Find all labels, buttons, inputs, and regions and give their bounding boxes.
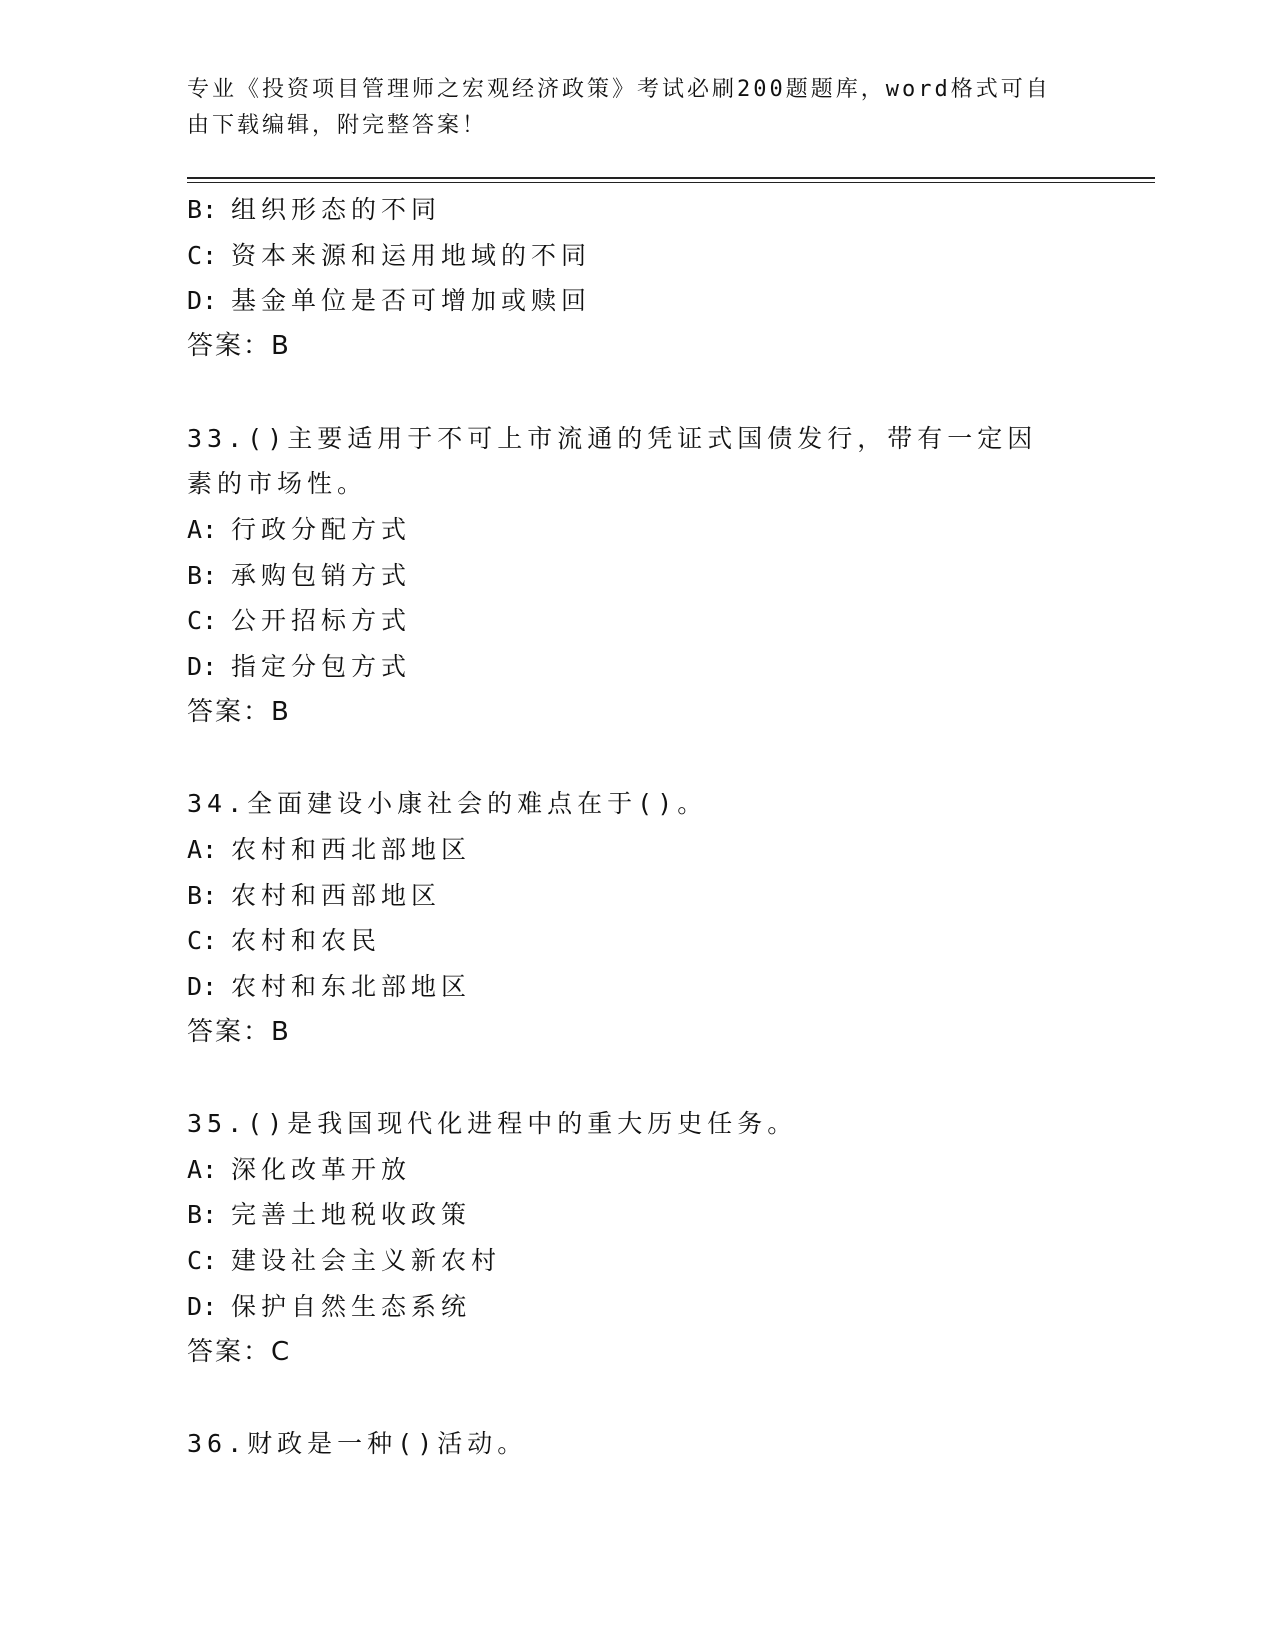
option-a: A: 农村和西北部地区 [187,834,472,864]
answer-line: 答案：B [187,696,291,727]
option-c: C: 农村和农民 [187,926,382,956]
answer-line: 答案：B [187,1016,291,1047]
question-block [187,416,1087,736]
option-b: B: 农村和西部地区 [187,880,442,910]
question-block [187,781,1087,1055]
option-c: C: 公开招标方式 [187,606,412,636]
answer-line: 答案：B [187,331,291,362]
option-b: B: 组织形态的不同 [187,195,442,224]
header-rule-thick [187,177,1155,179]
option-b: B: 完善土地税收政策 [187,1200,472,1230]
option-d: D: 农村和东北部地区 [187,971,472,1001]
partial-question [187,187,1087,370]
option-d: D: 基金单位是否可增加或赎回 [187,286,592,316]
option-c: C: 资本来源和运用地域的不同 [187,240,592,270]
option-a: A: 深化改革开放 [187,1154,412,1184]
question-block [187,1421,1087,1467]
option-b: B: 承购包销方式 [187,560,412,590]
question-block [187,1101,1087,1375]
document-header: 专业《投资项目管理师之宏观经济政策》考试必刷200题题库，word格式可自由下载编辑，附完整答案！ [187,77,1051,138]
header-rule-thin [187,182,1155,183]
question-stem: 36.财政是一种()活动。 [187,1428,528,1458]
question-stem: 35.()是我国现代化进程中的重大历史任务。 [187,1109,798,1139]
option-a: A: 行政分配方式 [187,514,412,544]
option-c: C: 建设社会主义新农村 [187,1246,502,1276]
answer-line: 答案：C [187,1336,292,1367]
option-d: D: 保护自然生态系统 [187,1291,472,1321]
question-stem: 34.全面建设小康社会的难点在于()。 [187,789,708,819]
question-content [187,187,1087,1467]
question-stem: 33.()主要适用于不可上市流通的凭证式国债发行，带有一定因素的市场性。 [187,423,1038,499]
option-d: D: 指定分包方式 [187,652,412,682]
